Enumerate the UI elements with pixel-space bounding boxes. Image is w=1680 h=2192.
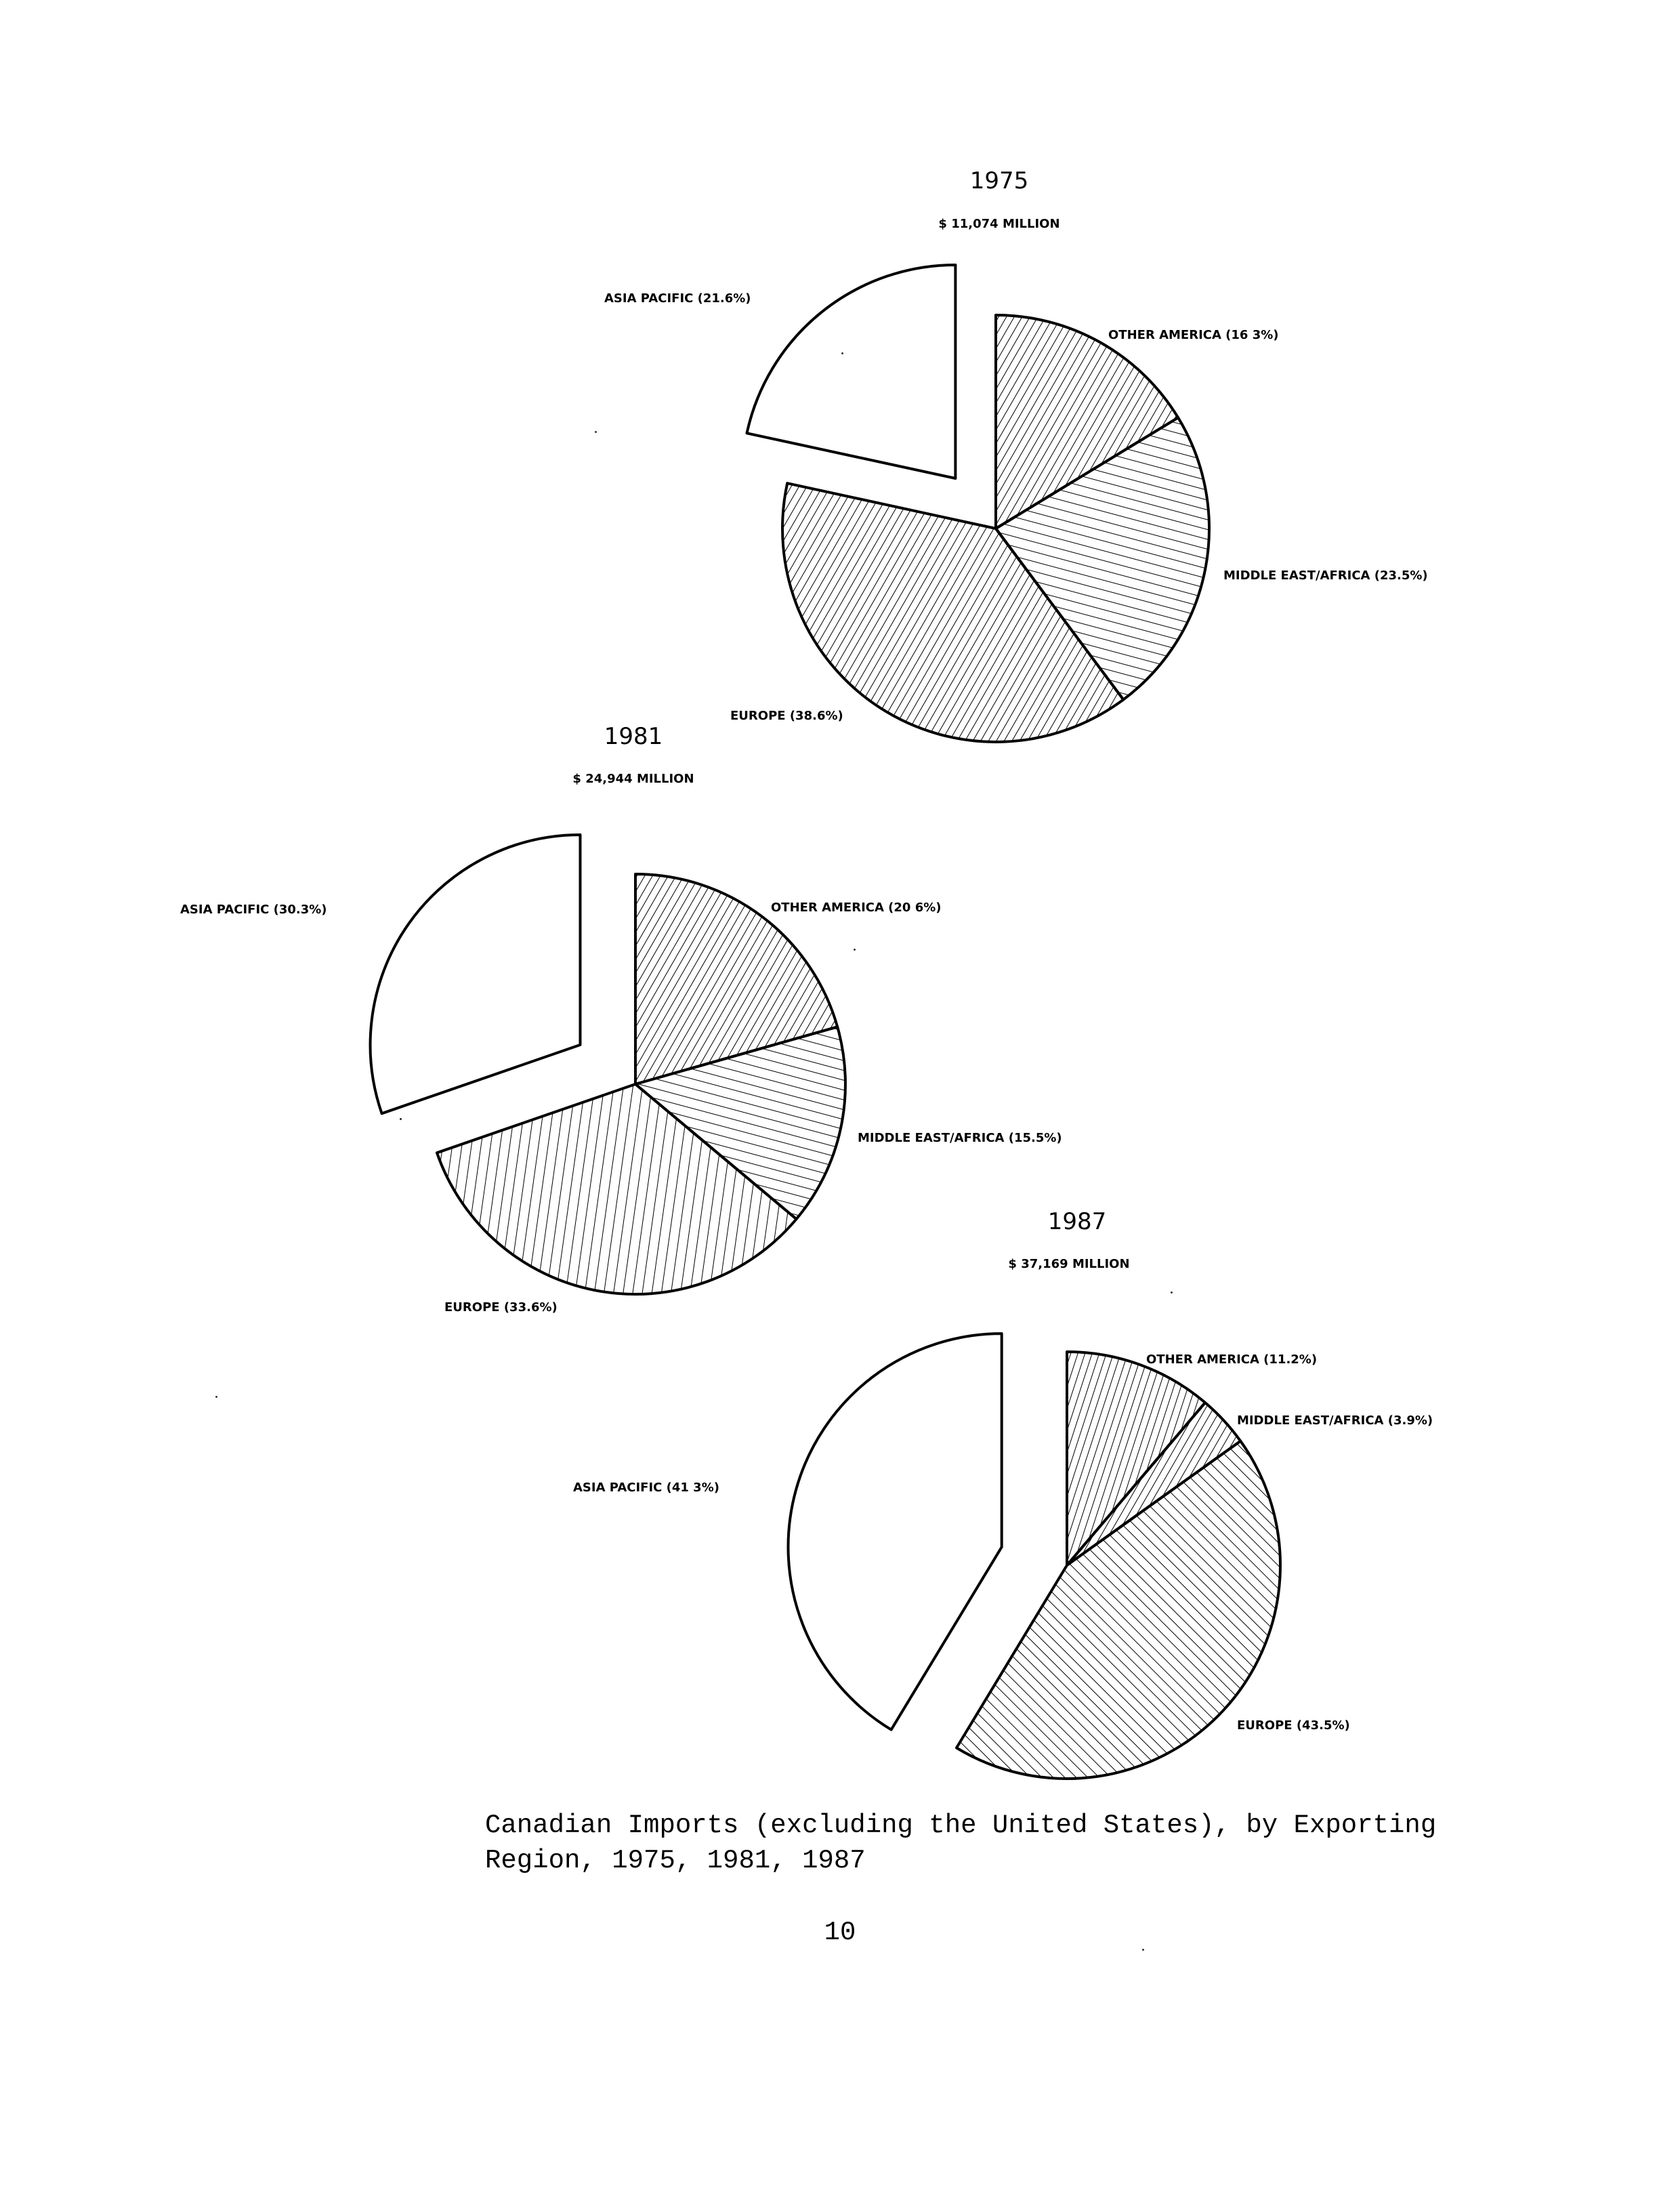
slice-label: MIDDLE EAST/AFRICA (23.5%) (1223, 568, 1428, 583)
scan-speck (400, 1118, 402, 1120)
scan-speck (1142, 1949, 1144, 1951)
page-number: 10 (824, 1918, 856, 1947)
pie-total-value: $ 11,074 MILLION (938, 217, 1060, 231)
slice-label: EUROPE (38.6%) (730, 709, 843, 723)
slice-label: OTHER AMERICA (11.2%) (1146, 1352, 1318, 1367)
slice-label: EUROPE (43.5%) (1237, 1718, 1350, 1733)
slice-label: MIDDLE EAST/AFRICA (3.9%) (1237, 1413, 1433, 1428)
scan-speck (854, 949, 856, 951)
slice-label: EUROPE (33.6%) (444, 1300, 558, 1315)
pie-slice-asia-pacific (789, 1333, 1002, 1730)
slice-label: ASIA PACIFIC (30.3%) (180, 903, 327, 917)
slice-label: OTHER AMERICA (20 6%) (771, 901, 942, 915)
slice-label: MIDDLE EAST/AFRICA (15.5%) (858, 1131, 1062, 1145)
slice-label: OTHER AMERICA (16 3%) (1108, 328, 1279, 342)
scan-speck (215, 1396, 217, 1398)
pie-1975 (604, 167, 1428, 742)
pie-total-value: $ 37,169 MILLION (1008, 1257, 1130, 1271)
pie-year-title: 1987 (1047, 1208, 1107, 1235)
figure-caption-line-1: Canadian Imports (excluding the United States), by Exporting (485, 1811, 1437, 1840)
scan-speck (841, 352, 843, 354)
slice-label: ASIA PACIFIC (21.6%) (604, 291, 751, 306)
figure-caption-line-2: Region, 1975, 1981, 1987 (485, 1846, 866, 1876)
figure-caption (485, 1808, 1542, 1878)
pie-slice-asia-pacific (371, 835, 581, 1113)
scan-speck (595, 431, 597, 433)
pie-1981 (180, 723, 1062, 1315)
pie-year-title: 1975 (969, 167, 1029, 194)
pie-total-value: $ 24,944 MILLION (572, 772, 694, 786)
pie-1987 (573, 1208, 1433, 1779)
pie-slice-asia-pacific (747, 265, 956, 478)
slice-label: ASIA PACIFIC (41 3%) (573, 1481, 719, 1495)
pie-year-title: 1981 (604, 723, 663, 750)
scan-speck (1171, 1291, 1173, 1294)
